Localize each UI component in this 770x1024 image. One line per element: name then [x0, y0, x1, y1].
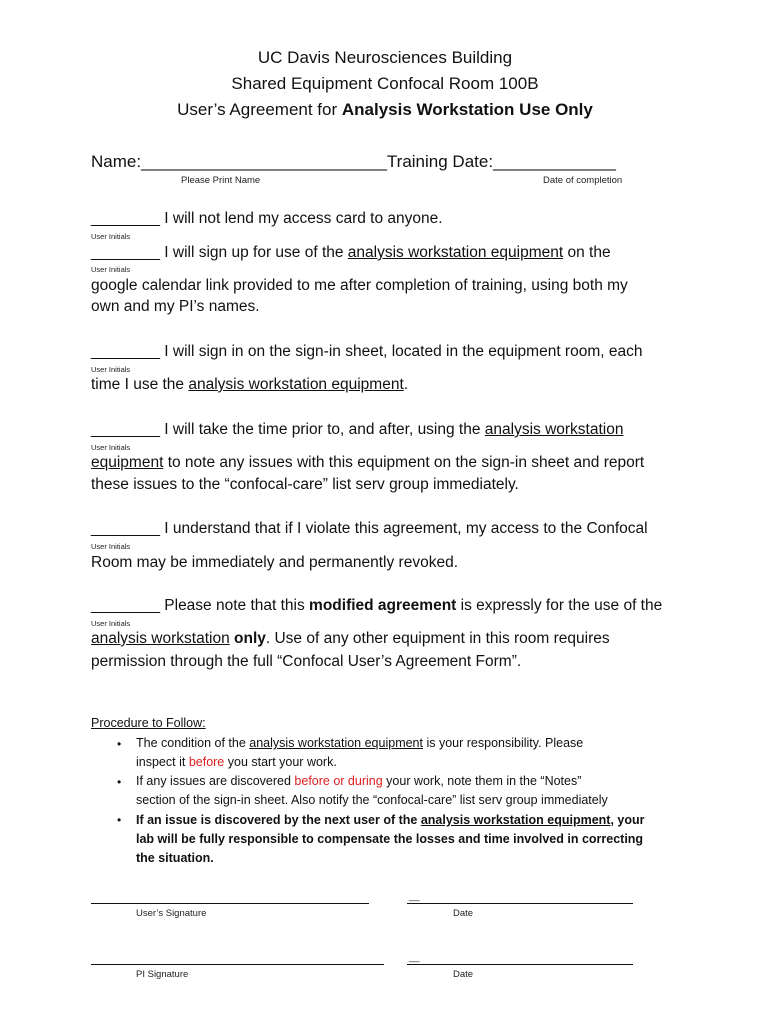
clause-6-line-3: permission through the full “Confocal User’s Agreement Form”.: [91, 653, 522, 670]
clause-6-underlined: analysis workstation: [91, 630, 230, 647]
name-label: Name:: [91, 152, 142, 171]
pi-signature-label: PI Signature: [136, 969, 189, 980]
initials-field[interactable]: ________: [91, 343, 160, 360]
clause-5-text: I understand that if I violate this agreement, my access to the Confocal: [164, 520, 648, 537]
pi-date-mark: __: [409, 952, 420, 963]
pi-signature-line[interactable]: [91, 964, 384, 965]
procedure-item-3-line-2: lab will be fully responsible to compensate the losses and time involved in correcting: [136, 832, 644, 846]
pi-date-label: Date: [453, 969, 474, 980]
title-building: UC Davis Neurosciences Building: [257, 48, 513, 67]
clause-1: [91, 210, 443, 228]
clause-4-line-2-b: to note any issues with this equipment on the sign-in sheet and report: [163, 454, 645, 471]
clause-5-line-2: Room may be immediately and permanently revoked.: [91, 554, 459, 571]
initials-field[interactable]: ________: [91, 421, 160, 438]
clause-4: [91, 421, 623, 439]
title-agreement: [0, 100, 770, 120]
user-date-line[interactable]: [407, 903, 633, 904]
bullet-icon: •: [117, 737, 122, 751]
user-signature-line[interactable]: [91, 903, 369, 904]
initials-field[interactable]: ________: [91, 597, 160, 614]
user-date-label: Date: [453, 908, 474, 919]
title-room: Shared Equipment Confocal Room 100B: [231, 74, 539, 93]
clause-2-line-2: google calendar link provided to me after completion of training, using both my: [91, 277, 628, 294]
clause-6-text-b: is expressly for the use of the: [456, 597, 663, 614]
initials-field[interactable]: ________: [91, 520, 160, 537]
procedure-item-1-underlined: analysis workstation equipment: [249, 736, 423, 750]
clause-6-line-2-b: . Use of any other equipment in this room requires: [265, 630, 610, 647]
pi-date-line[interactable]: [407, 964, 633, 965]
procedure-heading: Procedure to Follow:: [91, 716, 206, 730]
procedure-item-3: [136, 813, 645, 827]
clause-3: [91, 343, 642, 361]
procedure-item-1: [136, 736, 583, 750]
clause-2-text-a: I will sign up for use of the: [164, 244, 348, 261]
initials-hint: User Initials: [91, 619, 131, 628]
bullet-icon: •: [117, 813, 122, 827]
procedure-item-2-b: your work, note them in the “Notes”: [382, 774, 582, 788]
clause-1-text: I will not lend my access card to anyone.: [164, 210, 443, 227]
procedure-item-2-line-2: section of the sign-in sheet. Also notify the “confocal-care” list serv group immediately: [136, 793, 608, 807]
clause-3-line-2: [91, 376, 408, 394]
initials-field[interactable]: ________: [91, 210, 160, 227]
initials-hint: User Initials: [91, 365, 131, 374]
user-date-mark: __: [409, 891, 420, 902]
clause-4-text-a: I will take the time prior to, and after, using the: [164, 421, 485, 438]
clause-2-line-3: own and my PI’s names.: [91, 298, 260, 315]
initials-hint: User Initials: [91, 443, 131, 452]
procedure-item-1-line-2-a: inspect it: [136, 755, 189, 769]
clause-6-bold: modified agreement: [309, 597, 457, 614]
clause-4-line-3: these issues to the “confocal-care” list serv group immediately.: [91, 476, 519, 493]
clause-3-underlined: analysis workstation equipment: [188, 376, 404, 393]
procedure-item-3-underlined: analysis workstation equipment: [420, 813, 611, 827]
clause-6-text-a: Please note that this: [164, 597, 310, 614]
procedure-item-1-a: The condition of the: [136, 736, 250, 750]
initials-hint: User Initials: [91, 232, 131, 241]
clause-4-underlined: analysis workstation: [484, 421, 624, 438]
name-training-row: [91, 152, 616, 172]
clause-5: [91, 520, 648, 538]
clause-4-line-2: [91, 454, 644, 472]
training-date-field[interactable]: _____________: [493, 152, 616, 171]
procedure-item-1-line-2: [136, 755, 337, 769]
user-signature-label: User’s Signature: [136, 908, 207, 919]
procedure-item-2: [136, 774, 581, 788]
procedure-item-1-b: is your responsibility. Please: [422, 736, 584, 750]
initials-hint: User Initials: [91, 542, 131, 551]
initials-hint: User Initials: [91, 265, 131, 274]
initials-field[interactable]: ________: [91, 244, 160, 261]
procedure-item-3-b: , your: [610, 813, 645, 827]
clause-4-line-2-underlined: equipment: [91, 454, 164, 471]
bullet-icon: •: [117, 775, 122, 789]
title-agreement-prefix: User’s Agreement for: [177, 100, 342, 119]
clause-6-line-2-bold: only: [229, 630, 266, 647]
clause-3-line-2-b: .: [403, 376, 409, 393]
procedure-item-3-line-3: the situation.: [136, 851, 214, 865]
clause-2-underlined: analysis workstation equipment: [347, 244, 564, 261]
procedure-item-2-a: If any issues are discovered: [136, 774, 295, 788]
name-hint: Please Print Name: [181, 175, 261, 186]
clause-2-text-b: on the: [563, 244, 611, 261]
clause-6-line-2: [91, 630, 610, 648]
clause-3-text: I will sign in on the sign-in sheet, located in the equipment room, each: [164, 343, 643, 360]
clause-2: [91, 244, 611, 262]
training-date-label: Training Date:: [386, 152, 494, 171]
clause-6: [91, 597, 662, 615]
clause-3-line-2-a: time I use the: [91, 376, 189, 393]
date-hint: Date of completion: [543, 175, 623, 186]
title-agreement-bold: Analysis Workstation Use Only: [341, 100, 593, 119]
procedure-item-3-a: If an issue is discovered by the next user of the: [136, 813, 421, 827]
procedure-item-1-line-2-b: you start your work.: [224, 755, 337, 769]
name-field[interactable]: __________________________: [141, 152, 387, 171]
procedure-item-1-red: before: [188, 755, 225, 769]
procedure-item-2-red: before or during: [294, 774, 383, 788]
